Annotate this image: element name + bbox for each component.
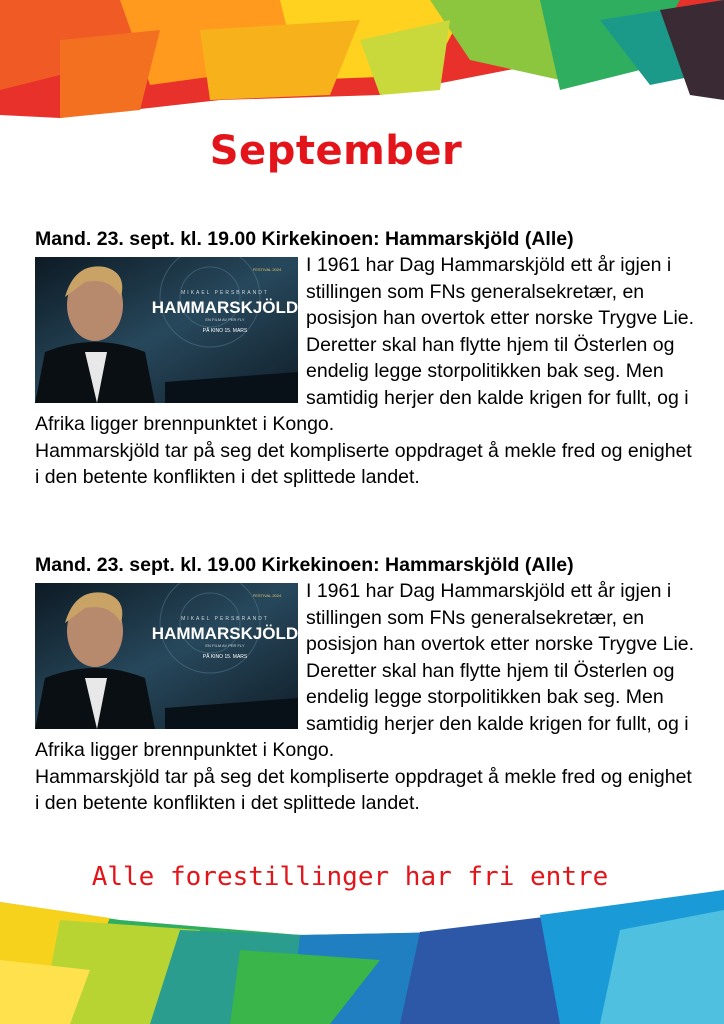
description-paragraph: I 1961 har Dag Hammarskjöld ett år igjen i stillingen som FNs generalsekretær, en posisjon han overtok etter norske Trygve Lie. Deretter skal han flytte hjem til Österlen og endelig legge storpolitikken bak seg. Men samtidig herjer den kalde krigen for fullt, og i Afrika ligger brennpunktet i Kongo. xyxy=(35,580,695,761)
month-title: September xyxy=(209,128,463,174)
film-poster-image xyxy=(35,257,298,403)
bottom-decorative-banner xyxy=(0,890,724,1024)
top-decorative-banner xyxy=(0,0,724,130)
event-title: Mand. 23. sept. kl. 19.00 Kirkekinoen: Hammarskjöld (Alle) xyxy=(35,228,574,250)
poster-release: PÅ KINO 15. MARS xyxy=(202,328,248,334)
description-paragraph: I 1961 har Dag Hammarskjöld ett år igjen i stillingen som FNs generalsekretær, en posisjon han overtok etter norske Trygve Lie. Deretter skal han flytte hjem til Österlen og endelig legge storpolitikken bak seg. Men samtidig herjer den kalde krigen for fullt, og i Afrika ligger brennpunktet i Kongo. xyxy=(35,254,695,435)
free-entry-note: Alle forestillinger har fri entre xyxy=(91,862,609,892)
event-entry xyxy=(35,552,695,817)
poster-award: FESTIVAL 2024 xyxy=(252,267,282,272)
description-paragraph: Hammarskjöld tar på seg det kompliserte oppdraget å mekle fred og enighet i den betente konflikten i det splittede landet. xyxy=(35,439,692,488)
poster-actor: MIKAEL PERSBRANDT xyxy=(181,616,269,622)
poster-film-title: HAMMARSKJÖLD xyxy=(151,298,298,317)
poster-film-title: HAMMARSKJÖLD xyxy=(151,624,298,643)
description-paragraph: Hammarskjöld tar på seg det kompliserte oppdraget å mekle fred og enighet i den betente konflikten i det splittede landet. xyxy=(35,765,692,814)
poster-subtitle: EN FILM AV PER FLY xyxy=(205,317,245,322)
film-poster-image xyxy=(35,583,298,729)
poster-actor: MIKAEL PERSBRANDT xyxy=(181,290,269,296)
poster-award: FESTIVAL 2024 xyxy=(252,593,282,598)
poster-release: PÅ KINO 15. MARS xyxy=(202,654,248,660)
event-entry xyxy=(35,226,695,491)
event-title: Mand. 23. sept. kl. 19.00 Kirkekinoen: Hammarskjöld (Alle) xyxy=(35,554,574,576)
poster-subtitle: EN FILM AV PER FLY xyxy=(205,643,245,648)
